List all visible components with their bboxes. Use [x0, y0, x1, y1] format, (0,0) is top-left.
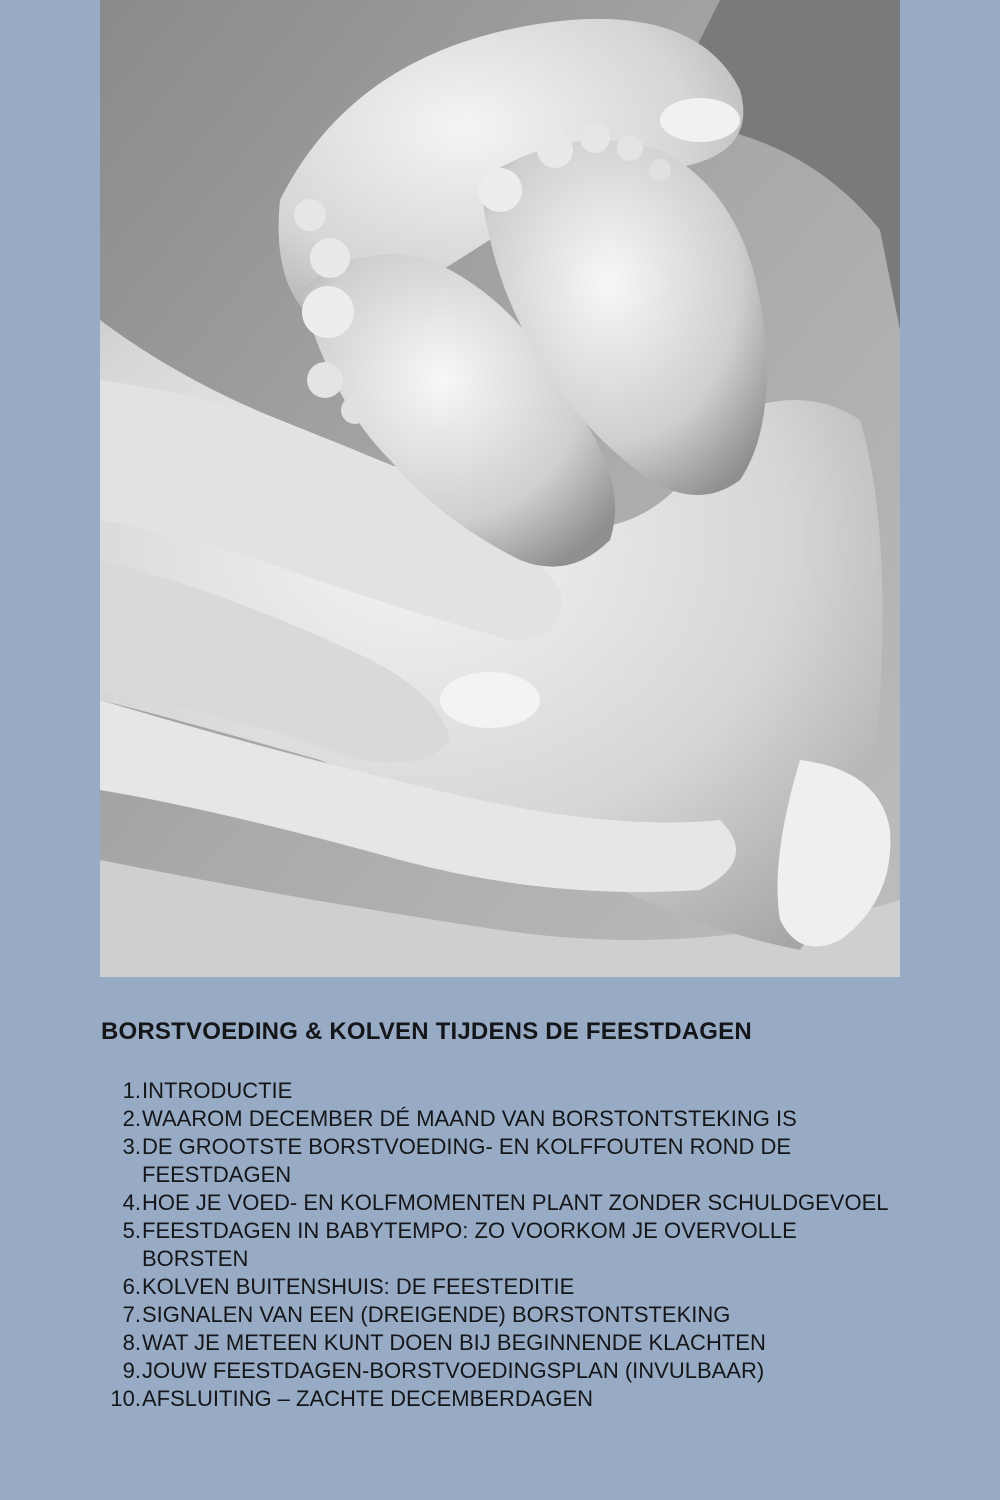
baby-feet-photo [100, 0, 900, 977]
toc-item [105, 1357, 895, 1385]
toc-item-text: KOLVEN BUITENSHUIS: DE FEESTEDITIE [142, 1274, 575, 1299]
toc-item-text: WAT JE METEEN KUNT DOEN BIJ BEGINNENDE KLACHTEN [142, 1330, 766, 1355]
toc-item-number: 8. [122, 1330, 141, 1355]
toc-item-number: 6. [122, 1274, 141, 1299]
toc-item-text: JOUW FEESTDAGEN-BORSTVOEDINGSPLAN (INVULBAAR) [142, 1358, 765, 1383]
toc-item-number: 1. [122, 1078, 141, 1103]
toc-item [105, 1301, 895, 1329]
toc-item [105, 1273, 895, 1301]
table-of-contents [105, 1077, 895, 1413]
toc-item-number: 5. [122, 1218, 141, 1243]
toc-item-text: HOE JE VOED- EN KOLFMOMENTEN PLANT ZONDER SCHULDGEVOEL [142, 1190, 889, 1215]
toc-item-text: FEESTDAGEN IN BABYTEMPO: ZO VOORKOM JE OVERVOLLE BORSTEN [142, 1218, 797, 1271]
toc-item [105, 1105, 895, 1133]
toc-item-number: 2. [122, 1106, 141, 1131]
toc-item-number: 4. [122, 1190, 141, 1215]
page-title: BORSTVOEDING & KOLVEN TIJDENS DE FEESTDAGEN [101, 1018, 752, 1045]
toc-item [105, 1133, 895, 1189]
toc-item-number: 9. [122, 1358, 141, 1383]
toc-item [105, 1189, 895, 1217]
toc-item [105, 1077, 895, 1105]
toc-item-number: 7. [122, 1302, 141, 1327]
toc-item-text: DE GROOTSTE BORSTVOEDING- EN KOLFFOUTEN ROND DE FEESTDAGEN [142, 1134, 792, 1187]
toc-item [105, 1329, 895, 1357]
toc-item-text: SIGNALEN VAN EEN (DREIGENDE) BORSTONTSTEKING [142, 1302, 731, 1327]
baby-feet-in-hands-illustration [100, 0, 900, 977]
toc-item-number: 10. [110, 1386, 141, 1411]
toc-item-number: 3. [122, 1134, 141, 1159]
toc-item [105, 1217, 895, 1273]
toc-item-text: AFSLUITING – ZACHTE DECEMBERDAGEN [142, 1386, 594, 1411]
toc-item [105, 1385, 895, 1413]
toc-item-text: INTRODUCTIE [142, 1078, 293, 1103]
toc-item-text: WAAROM DECEMBER DÉ MAAND VAN BORSTONTSTEKING IS [142, 1106, 797, 1131]
